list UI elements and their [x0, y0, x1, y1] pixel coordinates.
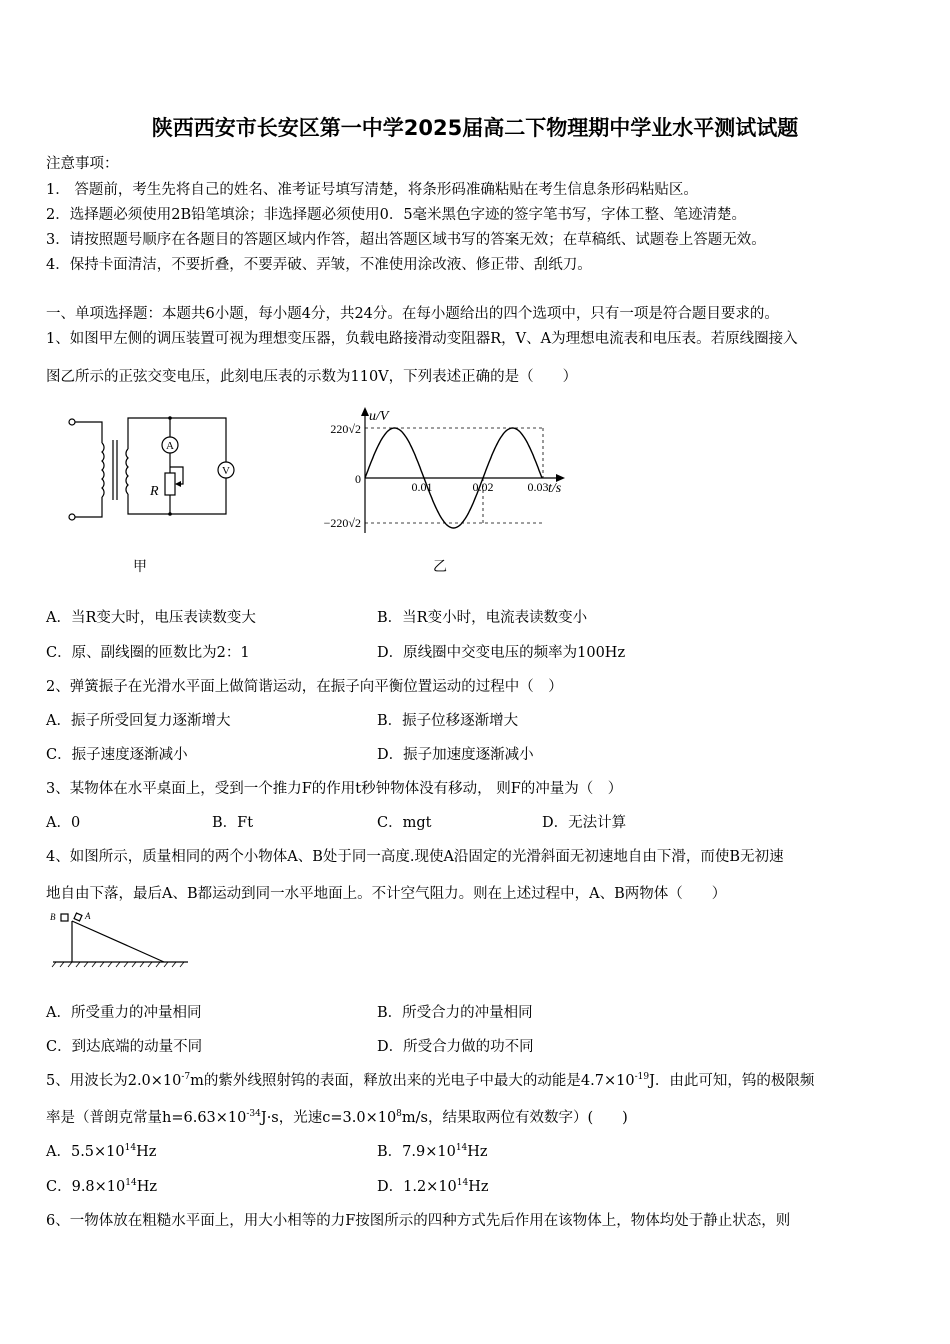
x-tick: 0.03 — [527, 480, 549, 494]
x-tick: 0.01 — [411, 480, 433, 494]
notice-item-3: 3．请按照题号顺序在各题目的答题区域内作答，超出答题区域书写的答案无效；在草稿纸、试题卷上答题无效。 — [46, 232, 766, 248]
q1-option-d: D．原线圈中交变电压的频率为100Hz — [377, 645, 626, 661]
q2-option-b: B．振子位移逐渐增大 — [377, 713, 519, 729]
notice-item-1: 1． 答题前，考生先将自己的姓名、准考证号填写清楚，将条形码准确粘贴在考生信息条形码粘贴区。 — [46, 182, 698, 198]
q1-voltage-graph — [305, 405, 595, 580]
q6-stem-line1: 6、一物体放在粗糙水平面上，用大小相等的力F按图所示的四种方式先后作用在该物体上，物体均处于静止状态，则 — [46, 1213, 791, 1229]
q1-option-c: C．原、副线圈的匝数比为2：1 — [46, 645, 250, 661]
q5-option-c: C．$9.8\times 10^{14}Hz$ — [46, 1178, 158, 1195]
q5-option-d: D．$1.2\times 10^{14}Hz$ — [377, 1178, 489, 1195]
resistor-label: R — [150, 484, 159, 499]
x-tick: 0.02 — [472, 480, 494, 494]
block-b-label: B — [50, 912, 56, 922]
q1-stem-line2: 图乙所示的正弦交变电压，此刻电压表的示数为110V，下列表述正确的是（ ） — [46, 369, 578, 385]
q5-option-a: A．$5.5\times 10^{14}Hz$ — [46, 1143, 157, 1160]
y-axis-label: u/V — [369, 409, 389, 424]
q1-option-b: B．当R变小时，电流表读数变小 — [377, 610, 588, 626]
y-top-tick: 220√2 — [330, 422, 361, 436]
q4-option-c: C．到达底端的动量不同 — [46, 1039, 203, 1055]
q2-option-c: C．振子速度逐渐减小 — [46, 747, 188, 763]
q3-option-a: A．0 — [46, 815, 81, 831]
x-axis-label: t/s — [548, 481, 562, 496]
q3-option-b: B．Ft — [212, 815, 254, 831]
q5-stem-line1: 5、用波长为$2.0\times 10^{-7}m$的紫外线照射钨的表面，释放出来的光电子中最大的动能是$4.7\times 10^{-19}J$．由此可知，钨的极限频 — [46, 1072, 815, 1089]
q5-option-b: B．$7.9\times 10^{14}Hz$ — [377, 1143, 488, 1160]
q3-option-d: D．无法计算 — [542, 815, 627, 831]
q1-stem-line1: 1、如图甲左侧的调压装置可视为理想变压器，负载电路接滑动变阻器R，V、A为理想电流表和电压表。若原线圈接入 — [46, 331, 798, 347]
section-heading: 一、单项选择题：本题共6小题，每小题4分，共24分。在每小题给出的四个选项中，只有一项是符合题目要求的。 — [46, 306, 779, 322]
q4-incline-figure — [48, 908, 193, 970]
ammeter-label: A — [166, 440, 174, 452]
q4-stem-line1: 4、如图所示，质量相同的两个小物体A、B处于同一高度.现使A沿固定的光滑斜面无初速地自由下滑，而使B无初速 — [46, 849, 784, 865]
page-title: 陕西西安市长安区第一中学2025届高二下物理期中学业水平测试试题 — [151, 116, 799, 140]
q3-stem: 3、某物体在水平桌面上，受到一个推力F的作用t秒钟物体没有移动， 则F的冲量为（ ） — [46, 781, 623, 797]
figure-b-caption: 乙 — [433, 560, 447, 575]
q1-circuit-figure — [60, 405, 250, 580]
q4-option-a: A．所受重力的冲量相同 — [46, 1005, 202, 1021]
q5-stem-line2: 率是（普朗克常量$h=6.63\times 10^{-34}J\cdot s$，光速$c=3.0\times 10^8m/s$，结果取两位有效数字）( ) — [46, 1109, 628, 1126]
notice-heading: 注意事项： — [46, 156, 119, 172]
block-a-label: A — [85, 911, 91, 921]
q4-stem-line2: 地自由下落，最后A、B都运动到同一水平地面上。不计空气阻力。则在上述过程中，A、B两物体（ ） — [46, 886, 727, 902]
q2-option-a: A．振子所受回复力逐渐增大 — [46, 713, 231, 729]
y-bottom-tick: −220√2 — [323, 516, 361, 530]
y-zero-tick: 0 — [355, 472, 361, 486]
q3-option-c: C．mgt — [377, 815, 432, 831]
figure-a-caption: 甲 — [133, 560, 147, 575]
q4-option-d: D．所受合力做的功不同 — [377, 1039, 534, 1055]
q4-option-b: B．所受合力的冲量相同 — [377, 1005, 533, 1021]
q2-stem: 2、弹簧振子在光滑水平面上做简谐运动，在振子向平衡位置运动的过程中（ ） — [46, 679, 563, 695]
q2-option-d: D．振子加速度逐渐减小 — [377, 747, 534, 763]
q1-option-a: A．当R变大时，电压表读数变大 — [46, 610, 256, 626]
notice-item-2: 2．选择题必须使用2B铅笔填涂；非选择题必须使用0．5毫米黑色字迹的签字笔书写，字体工整、笔迹清楚。 — [46, 207, 747, 223]
notice-item-4: 4．保持卡面清洁，不要折叠，不要弄破、弄皱，不准使用涂改液、修正带、刮纸刀。 — [46, 257, 592, 273]
voltmeter-label: V — [222, 465, 230, 477]
